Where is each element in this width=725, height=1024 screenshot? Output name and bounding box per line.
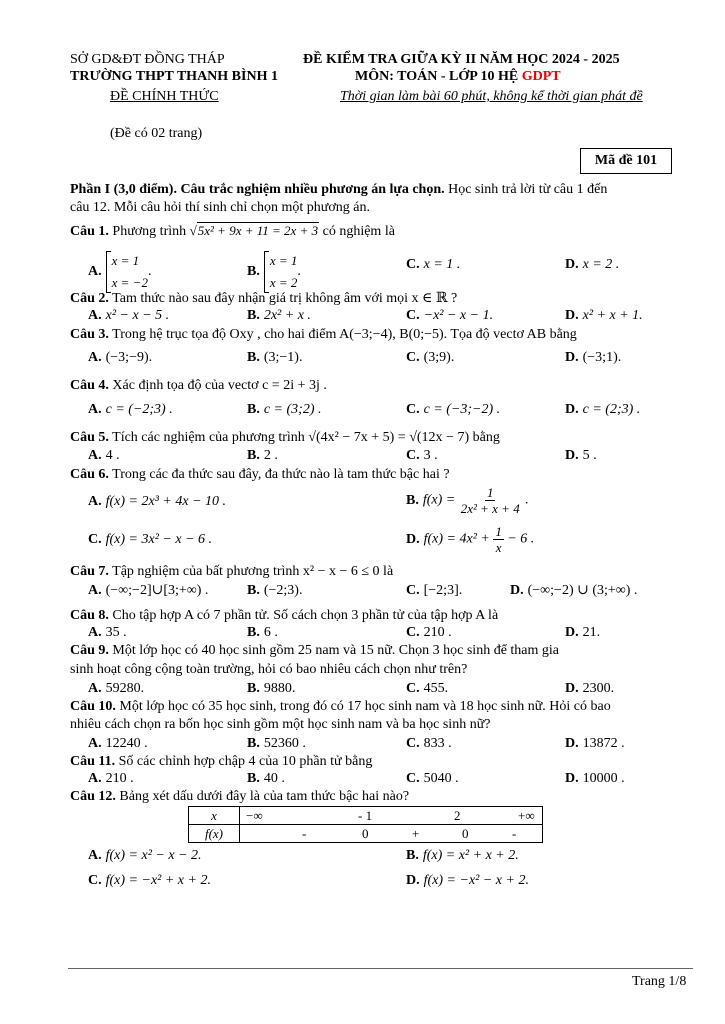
pages-note: (Đề có 02 trang) — [110, 126, 203, 141]
q3-option-d[interactable]: D. (−3;1). — [565, 350, 622, 365]
time-note: Thời gian làm bài 60 phút, không kể thời gian phát đề — [340, 89, 643, 104]
sign-2: + — [412, 826, 420, 841]
exam-title: ĐỀ KIỂM TRA GIỮA KỲ II NĂM HỌC 2024 - 2025 — [303, 52, 620, 67]
part1-intro-line2: câu 12. Mỗi câu hỏi thí sinh chỉ chọn một phương án. — [70, 200, 371, 215]
q6-option-d[interactable]: D. f(x) = 4x² + $\frac{1}{x}$ − 6 . — [406, 524, 535, 555]
sign-table — [188, 806, 543, 843]
department-name: SỞ GD&ĐT ĐỒNG THÁP — [70, 52, 225, 67]
q7-option-c[interactable]: C. [−2;3]. — [406, 583, 463, 598]
q12-option-a[interactable]: A. f(x) = x² − x − 2. — [88, 848, 202, 863]
q11-option-c[interactable]: C. 5040 . — [406, 771, 459, 786]
q8-option-d[interactable]: D. 21. — [565, 625, 601, 640]
q1-option-d[interactable]: D. x = 2 . — [565, 257, 620, 272]
question-9: Câu 9. Một lớp học có 40 học sinh gồm 25 nam và 15 nữ. Chọn 3 học sinh để tham gia — [70, 643, 560, 658]
q3-option-c[interactable]: C. (3;9). — [406, 350, 455, 365]
q11-option-a[interactable]: A. 210 . — [88, 771, 134, 786]
q1-option-a[interactable]: A. x = 1 x = −2 . — [88, 250, 151, 294]
part1-heading — [70, 181, 607, 198]
school-name: TRƯỜNG THPT THANH BÌNH 1 — [70, 69, 278, 84]
question-3: Câu 3. Trong hệ trục tọa độ Oxy , cho hai điểm A(−3;−4), B(0;−5). Tọa độ vectơ AB bằng — [70, 327, 577, 342]
neg-infinity: −∞ — [246, 808, 263, 823]
q2-option-c[interactable]: C. −x² − x − 1. — [406, 308, 494, 323]
question-11: Câu 11. Số các chỉnh hợp chập 4 của 10 phần tử bằng — [70, 754, 373, 769]
q4-option-d[interactable]: D. c = (2;3) . — [565, 402, 641, 417]
official-label: ĐỀ CHÍNH THỨC — [110, 89, 219, 104]
pos-infinity: +∞ — [518, 808, 535, 823]
q9-option-a[interactable]: A. 59280. — [88, 681, 145, 696]
q11-option-d[interactable]: D. 10000 . — [565, 771, 625, 786]
sign-table-f-row — [189, 825, 543, 843]
subject-highlight: GDPT — [521, 69, 561, 84]
question-1: Câu 1. Phương trình √5x² + 9x + 11 = 2x + 3 có nghiệm là — [70, 223, 395, 239]
q7-option-d[interactable]: D. (−∞;−2) ∪ (3;+∞) . — [510, 583, 638, 598]
exam-code-box — [580, 148, 672, 174]
q5-option-c[interactable]: C. 3 . — [406, 448, 438, 463]
q9-option-b[interactable]: B. 9880. — [247, 681, 296, 696]
q2-option-b[interactable]: B. 2x² + x . — [247, 308, 311, 323]
q10-option-d[interactable]: D. 13872 . — [565, 736, 625, 751]
sign-table-x-values — [240, 807, 543, 825]
q1-option-b[interactable]: B. x = 1 x = 2 . — [247, 250, 301, 294]
footer-divider — [68, 968, 693, 969]
q5-option-b[interactable]: B. 2 . — [247, 448, 278, 463]
q12-option-b[interactable]: B. f(x) = x² + x + 2. — [406, 848, 519, 863]
zero-1: 0 — [362, 826, 369, 841]
q8-option-c[interactable]: C. 210 . — [406, 625, 452, 640]
q12-option-d[interactable]: D. f(x) = −x² − x + 2. — [406, 873, 529, 888]
q2-option-a[interactable]: A. x² − x − 5 . — [88, 308, 170, 323]
sign-table-f-label: f(x) — [189, 825, 240, 843]
zero-2: 0 — [462, 826, 469, 841]
q8-option-a[interactable]: A. 35 . — [88, 625, 127, 640]
q10-option-b[interactable]: B. 52360 . — [247, 736, 306, 751]
sign-1: - — [302, 826, 307, 841]
root-1: - 1 — [358, 808, 373, 823]
q2-option-d[interactable]: D. x² + x + 1. — [565, 308, 643, 323]
q5-option-d[interactable]: D. 5 . — [565, 448, 597, 463]
question-10-line2: nhiêu cách chọn ra bốn học sinh gồm một học sinh nam và ba học sinh nữ? — [70, 717, 491, 732]
question-2: Câu 2. Tam thức nào sau đây nhận giá trị không âm với mọi x ∈ ℝ ? — [70, 291, 458, 306]
q12-option-c[interactable]: C. f(x) = −x² + x + 2. — [88, 873, 211, 888]
q4-option-b[interactable]: B. c = (3;2) . — [247, 402, 322, 417]
q11-option-b[interactable]: B. 40 . — [247, 771, 285, 786]
q4-option-a[interactable]: A. c = (−2;3) . — [88, 402, 173, 417]
question-7: Câu 7. Tập nghiệm của bất phương trình x² − x − 6 ≤ 0 là — [70, 564, 394, 579]
question-6: Câu 6. Trong các đa thức sau đây, đa thức nào là tam thức bậc hai ? — [70, 467, 450, 482]
q9-option-c[interactable]: C. 455. — [406, 681, 449, 696]
q8-option-b[interactable]: B. 6 . — [247, 625, 278, 640]
sign-table-x-row — [189, 807, 543, 825]
part1-title: Phần I (3,0 điểm). Câu trắc nghiệm nhiều phương án lựa chọn. — [70, 182, 445, 197]
q6-option-a[interactable]: A. f(x) = 2x³ + 4x − 10 . — [88, 494, 227, 509]
part1-intro: Học sinh trả lời từ câu 1 đến — [444, 182, 608, 197]
q10-option-c[interactable]: C. 833 . — [406, 736, 452, 751]
sign-table-f-values — [240, 825, 543, 843]
question-10: Câu 10. Một lớp học có 35 học sinh, trong đó có 17 học sinh nam và 18 học sinh nữ. Hỏi có bao — [70, 699, 611, 714]
q9-option-d[interactable]: D. 2300. — [565, 681, 615, 696]
question-9-line2: sinh hoạt công cộng toàn trường, hỏi có bao nhiêu cách chọn như trên? — [70, 662, 468, 677]
q10-option-a[interactable]: A. 12240 . — [88, 736, 148, 751]
page-number: Trang 1/8 — [632, 974, 687, 989]
q6-option-c[interactable]: C. f(x) = 3x² − x − 6 . — [88, 532, 213, 547]
sign-table-x-label: x — [189, 807, 240, 825]
question-4: Câu 4. Xác định tọa độ của vectơ c = 2i + 3j . — [70, 378, 327, 393]
root-2: 2 — [454, 808, 461, 823]
q4-option-c[interactable]: C. c = (−3;−2) . — [406, 402, 501, 417]
q3-option-b[interactable]: B. (3;−1). — [247, 350, 303, 365]
sign-3: - — [512, 826, 517, 841]
q1-option-c[interactable]: C. x = 1 . — [406, 257, 461, 272]
exam-code: Mã đề 101 — [594, 153, 658, 168]
question-12: Câu 12. Bảng xét dấu dưới đây là của tam thức bậc hai nào? — [70, 789, 410, 804]
q5-option-a[interactable]: A. 4 . — [88, 448, 120, 463]
q7-option-a[interactable]: A. (−∞;−2]∪[3;+∞) . — [88, 583, 209, 598]
subject-prefix: MÔN: TOÁN - LỚP 10 HỆ — [355, 69, 522, 84]
question-8: Câu 8. Cho tập hợp A có 7 phần tử. Số cách chọn 3 phần tử của tập hợp A là — [70, 608, 499, 623]
q7-option-b[interactable]: B. (−2;3). — [247, 583, 303, 598]
subject-line — [355, 69, 561, 85]
q3-option-a[interactable]: A. (−3;−9). — [88, 350, 153, 365]
q6-option-b[interactable]: B. f(x) = $\frac{1}{\text{2x² + x + 4}}$ . — [406, 485, 529, 516]
question-5: Câu 5. Tích các nghiệm của phương trình √(4x² − 7x + 5) = √(12x − 7) bằng — [70, 430, 500, 445]
